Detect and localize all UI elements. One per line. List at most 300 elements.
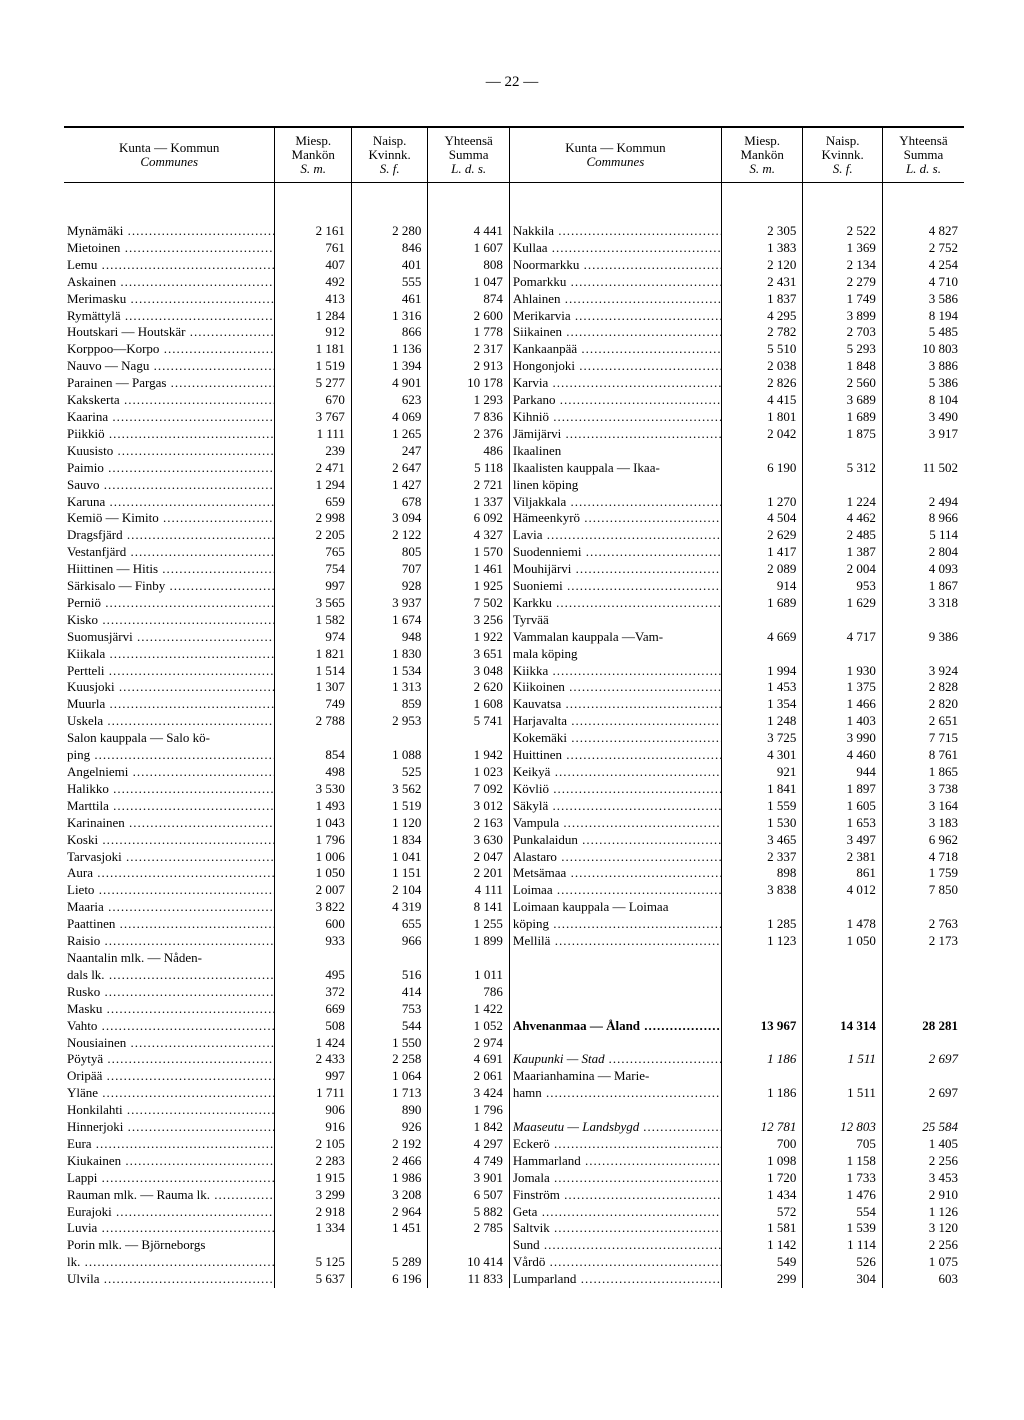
right-women-count [803,646,883,663]
table-row [64,916,964,933]
left-women-count: 1 713 [351,1085,427,1102]
right-men-count [721,646,803,663]
right-commune-name [509,443,721,460]
right-women-count: 1 369 [803,240,883,257]
commune-label: Aura [67,865,93,881]
commune-label: Karkku [512,594,552,610]
table-row [64,544,964,561]
left-men-count: 933 [275,933,351,950]
left-commune-name [64,1119,275,1136]
right-total-count: 7 850 [882,882,964,899]
commune-label: Koski [67,831,99,847]
header-yht-right: Yhteensä Summa L. d. s. [882,127,964,183]
right-commune-name [509,392,721,409]
commune-label: Tarvasjoki [67,848,122,864]
left-women-count: 3 208 [351,1187,427,1204]
left-men-count: 495 [275,967,351,984]
left-commune-name [64,1237,275,1254]
left-commune-name [64,1136,275,1153]
right-women-count: 1 897 [803,781,883,798]
right-total-count: 3 120 [882,1220,964,1237]
right-women-count: 5 293 [803,341,883,358]
leader-dots [123,1119,275,1134]
right-men-count: 3 725 [721,730,803,747]
table-row [64,849,964,866]
left-men-count: 1 043 [275,815,351,832]
left-total-count: 5 882 [428,1204,510,1221]
leader-dots [103,1051,275,1066]
left-women-count: 461 [351,291,427,308]
left-total-count: 2 317 [428,341,510,358]
left-men-count: 2 161 [275,183,351,240]
left-commune-name [64,1254,275,1271]
leader-dots [115,916,275,931]
right-women-count: 12 803 [803,1119,883,1136]
left-women-count: 707 [351,561,427,578]
leader-dots [562,747,721,762]
right-commune-name [509,1136,721,1153]
left-men-count: 669 [275,1001,351,1018]
commune-label: Kövliö [512,780,550,796]
commune-label: Ikaalinen [512,442,562,458]
left-women-count: 2 258 [351,1051,427,1068]
right-men-count: 1 841 [721,781,803,798]
right-commune-name [509,1153,721,1170]
left-men-count: 906 [275,1102,351,1119]
leader-dots [605,1051,722,1066]
left-women-count: 2 104 [351,882,427,899]
right-commune-name [509,324,721,341]
leader-dots [548,798,721,813]
left-total-count: 4 111 [428,882,510,899]
left-total-count: 3 651 [428,646,510,663]
right-men-count: 1 530 [721,815,803,832]
right-total-count: 2 494 [882,494,964,511]
left-women-count: 926 [351,1119,427,1136]
table-row [64,460,964,477]
leader-dots [115,679,275,694]
left-men-count: 3 767 [275,409,351,426]
commune-label: köping [512,916,550,932]
table-row [64,1119,964,1136]
right-commune-name [509,375,721,392]
left-men-count: 5 637 [275,1271,351,1288]
left-men-count: 997 [275,1068,351,1085]
commune-label: Karvia [512,375,549,391]
left-total-count: 3 424 [428,1085,510,1102]
left-total-count: 1 293 [428,392,510,409]
commune-label: Huittinen [512,747,562,763]
table-row [64,663,964,680]
left-women-count: 2 964 [351,1204,427,1221]
right-total-count [882,612,964,629]
right-total-count: 8 104 [882,392,964,409]
leader-dots [185,324,275,339]
left-commune-name [64,510,275,527]
right-commune-name [509,1271,721,1288]
commune-label: Mouhijärvi [512,561,572,577]
right-women-count: 3 990 [803,730,883,747]
left-commune-name [64,494,275,511]
left-commune-name [64,612,275,629]
right-commune-name [509,747,721,764]
right-women-count [803,477,883,494]
table-row [64,933,964,950]
left-women-count: 846 [351,240,427,257]
right-men-count [721,612,803,629]
leader-dots [566,274,721,289]
right-commune-name [509,984,721,1001]
left-men-count: 372 [275,984,351,1001]
left-total-count: 1 461 [428,561,510,578]
left-total-count: 5 741 [428,713,510,730]
commune-label: Punkalaidun [512,831,578,847]
leader-dots [98,612,275,627]
commune-label: Paimio [67,459,104,475]
left-men-count: 1 006 [275,849,351,866]
right-commune-name [509,1035,721,1052]
left-women-count: 247 [351,443,427,460]
left-total-count [428,1237,510,1254]
right-total-count: 5 386 [882,375,964,392]
left-men-count: 1 711 [275,1085,351,1102]
table-row [64,967,964,984]
left-women-count: 928 [351,578,427,595]
right-total-count: 2 804 [882,544,964,561]
left-men-count: 492 [275,274,351,291]
right-women-count: 1 930 [803,663,883,680]
leader-dots [108,409,275,424]
leader-dots [550,1170,722,1185]
right-women-count: 1 749 [803,291,883,308]
left-commune-name [64,375,275,392]
right-commune-name [509,460,721,477]
right-women-count [803,1001,883,1018]
left-men-count: 912 [275,324,351,341]
table-row [64,1001,964,1018]
commune-label: Geta [512,1203,538,1219]
right-total-count: 603 [882,1271,964,1288]
table-row [64,595,964,612]
right-total-count [882,950,964,967]
right-total-count: 2 651 [882,713,964,730]
right-commune-name [509,849,721,866]
table-row [64,183,964,240]
left-commune-name [64,950,275,967]
left-men-count: 1 796 [275,832,351,849]
table-row [64,764,964,781]
right-commune-name [509,865,721,882]
left-men-count: 2 007 [275,882,351,899]
table-row [64,1051,964,1068]
commune-label: Raisio [67,933,101,949]
commune-label: Maaria [67,899,104,915]
left-women-count: 4 069 [351,409,427,426]
right-men-count: 1 801 [721,409,803,426]
left-men-count: 2 105 [275,1136,351,1153]
left-commune-name [64,595,275,612]
right-total-count: 8 966 [882,510,964,527]
right-total-count: 4 710 [882,274,964,291]
left-women-count: 1 041 [351,849,427,866]
leader-dots [549,409,721,424]
left-total-count: 3 012 [428,798,510,815]
left-commune-name [64,916,275,933]
table-body [64,183,964,1289]
left-commune-name [64,527,275,544]
right-women-count: 1 511 [803,1085,883,1102]
leader-dots [579,257,721,272]
left-men-count: 1 493 [275,798,351,815]
left-women-count: 1 136 [351,341,427,358]
right-total-count: 2 752 [882,240,964,257]
leader-dots [100,933,275,948]
leader-dots [566,494,721,509]
right-women-count: 1 733 [803,1170,883,1187]
table-row [64,240,964,257]
left-women-count: 544 [351,1018,427,1035]
right-commune-name [509,341,721,358]
right-men-count: 3 838 [721,882,803,899]
commune-label: Rusko [67,983,101,999]
header-miesp-right: Miesp. Mankön S. m. [721,127,803,183]
left-men-count: 1 181 [275,341,351,358]
leader-dots [542,1085,722,1100]
left-commune-name [64,629,275,646]
right-total-count: 1 405 [882,1136,964,1153]
left-total-count: 6 092 [428,510,510,527]
commune-label: Kiikoinen [512,679,565,695]
table-row [64,341,964,358]
commune-label: Suomusjärvi [67,628,133,644]
left-total-count: 2 163 [428,815,510,832]
left-women-count: 805 [351,544,427,561]
right-men-count: 1 720 [721,1170,803,1187]
left-women-count: 623 [351,392,427,409]
commune-label: dals lk. [67,966,105,982]
leader-dots [149,358,275,373]
left-men-count: 508 [275,1018,351,1035]
left-total-count: 2 047 [428,849,510,866]
leader-dots [126,544,275,559]
left-commune-name [64,544,275,561]
table-row [64,510,964,527]
commune-label: Kiukainen [67,1152,122,1168]
commune-label: Kankaanpää [512,341,578,357]
left-commune-name [64,426,275,443]
commune-label: Mellilä [512,933,551,949]
left-women-count: 3 094 [351,510,427,527]
leader-dots [537,1204,721,1219]
left-women-count: 890 [351,1102,427,1119]
leader-dots [575,358,721,373]
left-total-count: 1 011 [428,967,510,984]
leader-dots [109,781,275,796]
leader-dots [97,1220,275,1235]
right-men-count: 921 [721,764,803,781]
right-total-count: 4 718 [882,849,964,866]
table-row [64,781,964,798]
leader-dots [105,663,275,678]
right-total-count: 3 164 [882,798,964,815]
commune-label: Vammalan kauppala —Vam- [512,628,664,644]
commune-label: Ahvenanmaa — Åland [512,1017,641,1033]
right-men-count: 4 301 [721,747,803,764]
left-total-count: 4 297 [428,1136,510,1153]
left-commune-name [64,341,275,358]
left-total-count: 1 422 [428,1001,510,1018]
left-women-count: 2 647 [351,460,427,477]
left-commune-name [64,984,275,1001]
leader-dots [92,1136,275,1151]
right-commune-name [509,1051,721,1068]
leader-dots [571,561,721,576]
left-total-count: 3 256 [428,612,510,629]
left-men-count: 974 [275,629,351,646]
header-miesp-left: Miesp. Mankön S. m. [275,127,351,183]
commune-label: Mynämäki [67,223,124,238]
right-women-count: 1 539 [803,1220,883,1237]
commune-label: Suoniemi [512,578,563,594]
commune-label: Pertteli [67,662,105,678]
right-total-count: 2 763 [882,916,964,933]
commune-label: Kaarina [67,408,109,424]
left-men-count: 1 821 [275,646,351,663]
left-women-count: 1 519 [351,798,427,815]
commune-label: Lieto [67,882,95,898]
right-total-count: 2 910 [882,1187,964,1204]
right-commune-name [509,1068,721,1085]
table-row [64,899,964,916]
commune-label: Luvia [67,1220,98,1236]
commune-label: Naantalin mlk. — Nåden- [67,949,203,965]
right-commune-name [509,612,721,629]
commune-label: Lappi [67,1169,98,1185]
leader-dots [93,865,275,880]
leader-dots [105,646,275,661]
header-row [64,127,964,183]
leader-dots [571,308,722,323]
right-commune-name [509,629,721,646]
right-men-count: 1 142 [721,1237,803,1254]
leader-dots [158,561,275,576]
left-men-count [275,950,351,967]
right-commune-name [509,527,721,544]
commune-label: Lavia [512,527,543,543]
commune-label: Kuusjoki [67,679,115,695]
leader-dots [105,494,275,509]
commune-label: Hongonjoki [512,358,576,374]
commune-label: Hiittinen — Hitis [67,561,158,577]
left-women-count: 516 [351,967,427,984]
leader-dots [545,1254,721,1269]
left-commune-name [64,899,275,916]
left-men-count: 413 [275,291,351,308]
right-total-count: 3 318 [882,595,964,612]
right-women-count: 2 560 [803,375,883,392]
left-total-count: 3 901 [428,1170,510,1187]
right-women-count: 1 476 [803,1187,883,1204]
right-total-count: 5 114 [882,527,964,544]
leader-dots [560,1187,722,1202]
table-row [64,1220,964,1237]
left-commune-name [64,460,275,477]
right-women-count: 2 279 [803,274,883,291]
left-women-count: 866 [351,324,427,341]
leader-dots [100,477,275,492]
right-total-count [882,443,964,460]
left-women-count: 525 [351,764,427,781]
right-total-count: 3 453 [882,1170,964,1187]
right-women-count: 4 717 [803,629,883,646]
commune-label: Korppoo—Korpo [67,341,160,357]
right-commune-name [509,713,721,730]
commune-label: Kihniö [512,408,550,424]
leader-dots [94,882,275,897]
commune-label: Jämijärvi [512,425,562,441]
leader-dots [101,595,275,610]
commune-label: Vahto [67,1017,98,1033]
leader-dots [116,274,275,289]
left-commune-name [64,1051,275,1068]
right-women-count: 1 114 [803,1237,883,1254]
left-total-count: 1 023 [428,764,510,781]
right-commune-name [509,1237,721,1254]
right-women-count: 1 605 [803,798,883,815]
right-commune-name [509,477,721,494]
right-total-count: 2 828 [882,679,964,696]
right-men-count [721,477,803,494]
left-men-count: 916 [275,1119,351,1136]
leader-dots [576,1271,721,1286]
table-row [64,443,964,460]
leader-dots [90,747,275,762]
left-men-count: 2 471 [275,460,351,477]
table-row [64,1254,964,1271]
right-commune-name [509,1170,721,1187]
commune-label: Sauvo [67,476,100,492]
right-total-count: 3 586 [882,291,964,308]
right-total-count: 3 183 [882,815,964,832]
left-commune-name [64,1035,275,1052]
right-commune-name [509,257,721,274]
commune-label: Marttila [67,797,109,813]
right-men-count: 299 [721,1271,803,1288]
left-women-count: 4 319 [351,899,427,916]
left-total-count: 2 600 [428,308,510,325]
leader-dots [566,865,721,880]
left-women-count: 1 316 [351,308,427,325]
left-total-count: 2 061 [428,1068,510,1085]
right-women-count: 944 [803,764,883,781]
commune-label: Noormarkku [512,256,580,272]
left-total-count: 11 833 [428,1271,510,1288]
right-commune-name [509,1085,721,1102]
left-total-count: 4 691 [428,1051,510,1068]
right-commune-name [509,1254,721,1271]
left-commune-name [64,849,275,866]
left-commune-name [64,933,275,950]
commune-label: Loimaa [512,882,553,898]
left-men-count: 1 582 [275,612,351,629]
left-men-count: 1 111 [275,426,351,443]
left-total-count: 3 048 [428,663,510,680]
left-total-count: 1 778 [428,324,510,341]
leader-dots [109,798,275,813]
left-total-count: 874 [428,291,510,308]
commune-label: Kakskerta [67,392,120,408]
right-women-count [803,984,883,1001]
